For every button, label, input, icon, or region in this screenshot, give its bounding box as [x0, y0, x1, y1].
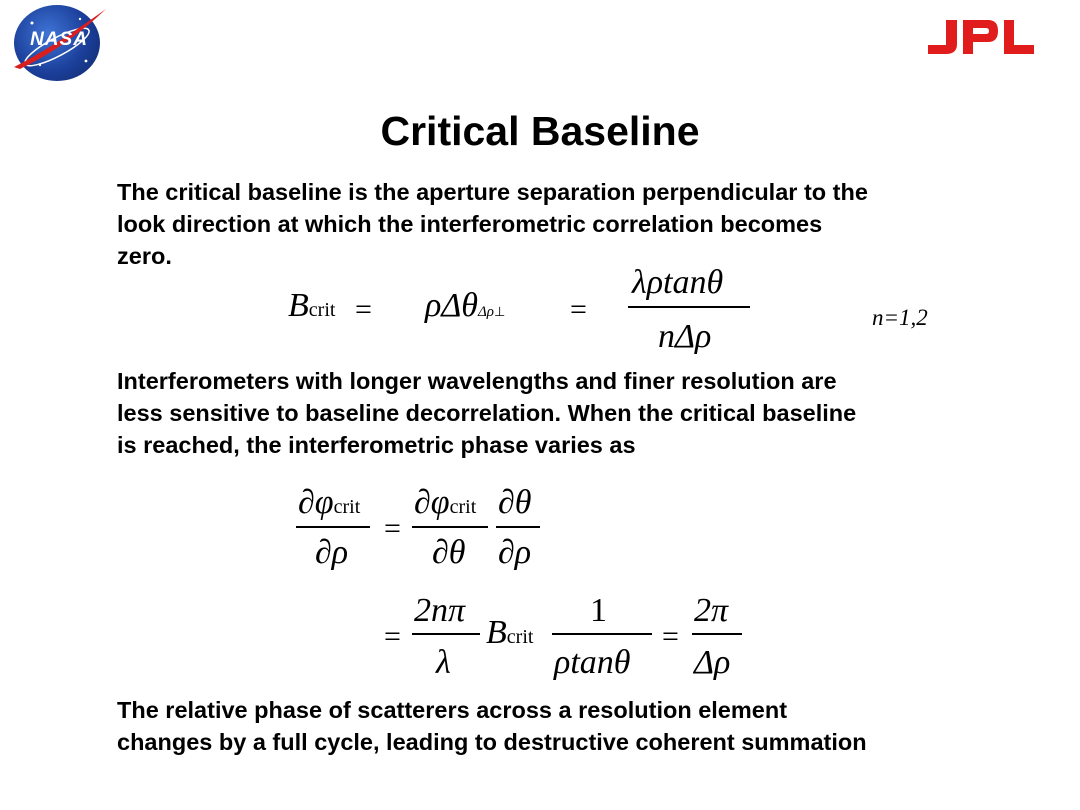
text-line: Interferometers with longer wavelengths and finer resolution are: [117, 368, 837, 394]
nasa-logo-text: NASA: [30, 29, 88, 50]
eq2-r2-f3-bar: [692, 633, 742, 635]
paragraph-critical-baseline-definition: [117, 176, 868, 272]
eq2-r2-f1-bar: [412, 633, 480, 635]
eq2-r1-lhs-bar: [296, 526, 370, 528]
eq2-r1-f3-bar: [496, 526, 540, 528]
eq1-equals-1: =: [355, 293, 372, 326]
eq2-r2-f1-numerator: 2nπ: [414, 592, 466, 629]
text-line: look direction at which the interferometric correlation becomes: [117, 211, 823, 237]
eq1-numerator: λρtanθ: [632, 264, 724, 301]
eq2-r2-equals-2: =: [662, 620, 679, 653]
text-line: The critical baseline is the aperture separation perpendicular to the: [117, 179, 868, 205]
eq1-fraction-bar: [628, 306, 750, 308]
eq2-r1-f2-numerator: ∂φcrit: [414, 484, 477, 521]
eq2-r2-f2-denominator: ρtanθ: [554, 644, 631, 681]
eq2-r2-b-crit: Bcrit: [486, 614, 534, 651]
eq1-denominator: nΔρ: [658, 318, 712, 355]
eq2-r1-equals: =: [384, 512, 401, 545]
eq2-r2-f2-bar: [552, 633, 652, 635]
eq2-r1-f3-denominator: ∂ρ: [498, 534, 532, 571]
eq2-r1-lhs-denominator: ∂ρ: [315, 534, 349, 571]
eq2-r2-f3-denominator: Δρ: [694, 644, 731, 681]
page-title: Critical Baseline: [380, 108, 700, 154]
eq2-r2-f3-numerator: 2π: [694, 592, 729, 629]
text-line: changes by a full cycle, leading to destructive coherent summation: [117, 729, 867, 755]
nasa-logo: [10, 3, 108, 83]
eq2-r1-f2-denominator: ∂θ: [432, 534, 466, 571]
eq1-equals-2: =: [570, 293, 587, 326]
eq1-lhs: Bcrit: [288, 287, 336, 324]
text-line: The relative phase of scatterers across a resolution element: [117, 697, 788, 723]
paragraph-relative-phase: [117, 694, 867, 758]
text-line: less sensitive to baseline decorrelation. When the critical baseline: [117, 400, 857, 426]
eq2-r1-lhs-numerator: ∂φcrit: [298, 484, 361, 521]
eq2-r1-f3-numerator: ∂θ: [498, 484, 532, 521]
text-line: zero.: [117, 243, 172, 269]
text-line: is reached, the interferometric phase varies as: [117, 432, 636, 458]
eq2-r2-equals-1: =: [384, 620, 401, 653]
eq1-middle: ρΔθΔρ⊥: [425, 287, 506, 324]
eq2-r1-f2-bar: [412, 526, 488, 528]
eq2-r2-f1-denominator: λ: [436, 644, 451, 681]
eq1-n-note: n=1,2: [872, 305, 928, 330]
paragraph-interferometer-sensitivity: [117, 365, 856, 461]
eq2-r2-f2-numerator: 1: [590, 592, 607, 629]
jpl-logo: [926, 18, 1036, 56]
